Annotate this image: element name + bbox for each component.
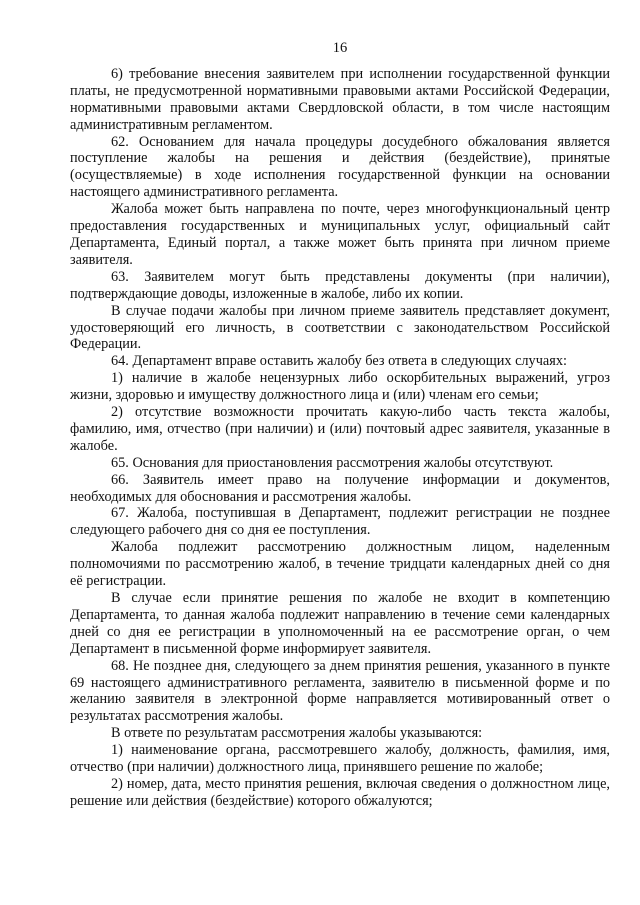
paragraph-67-review-period: Жалоба подлежит рассмотрению должностным лицом, наделенным полномочиями по рассмотрению жалоб, в течение тридцати календарных дней со дня её регистрации. — [70, 539, 610, 590]
document-page — [70, 40, 610, 810]
paragraph-item-6: 6) требование внесения заявителем при исполнении государственной функции платы, не предусмотренной нормативными правовыми актами Российской Федерации, нормативными правовыми актами Свердловской области, в том числе настоящим административным регламентом. — [70, 65, 610, 133]
paragraph-65: 65. Основания для приостановления рассмотрения жалобы отсутствуют. — [111, 454, 554, 471]
paragraph-63-personal-submission: В случае подачи жалобы при личном приеме заявитель представляет документ, удостоверяющий его личность, в соответствии с законодательством Российской Федерации. — [70, 302, 610, 353]
paragraph-67: 67. Жалоба, поступившая в Департамент, подлежит регистрации не позднее следующего рабочего дня со дня ее поступления. — [70, 505, 610, 539]
paragraph-63: 63. Заявителем могут быть представлены документы (при наличии), подтверждающие доводы, изложенные в жалобе, либо их копии. — [70, 268, 610, 302]
paragraph-64-item-2: 2) отсутствие возможности прочитать какую-либо часть текста жалобы, фамилию, имя, отчество (при наличии) и (или) почтовый адрес заявителя, указанные в жалобе. — [70, 404, 610, 454]
page-number: 16 — [332, 40, 348, 56]
paragraph-67-redirection: В случае если принятие решения по жалобе не входит в компетенцию Департамента, то данная жалоба подлежит направлению в течение семи календарных дней со дня ее регистрации в уполномоченный на ее рассмотрение орган, о чем Департамент в письменной форме информирует заявителя. — [70, 590, 610, 657]
paragraph-62: 62. Основанием для начала процедуры досудебного обжалования является поступление жалобы на решения и действия (бездействие), принятые (осуществляемые) в ходе исполнения государственной функции на основании настоящего административного регламента. — [70, 133, 610, 201]
paragraph-68-item-2: 2) номер, дата, место принятия решения, включая сведения о должностном лице, решение или действия (бездействие) которого обжалуются; — [70, 775, 610, 809]
paragraph-66: 66. Заявитель имеет право на получение информации и документов, необходимых для обоснования и рассмотрения жалобы. — [70, 471, 610, 505]
paragraph-68: 68. Не позднее дня, следующего за днем принятия решения, указанного в пункте 69 настоящего административного регламента, заявителю в письменной форме и по желанию заявителя в электронной форме направляется мотивированный ответ о результатах рассмотрения жалобы. — [70, 657, 610, 725]
paragraph-64-item-1: 1) наличие в жалобе нецензурных либо оскорбительных выражений, угроз жизни, здоровью и имуществу должностного лица и (или) членам его семьи; — [70, 370, 610, 404]
paragraph-64: 64. Департамент вправе оставить жалобу без ответа в следующих случаях: — [111, 353, 567, 370]
paragraph-68-answer-contents: В ответе по результатам рассмотрения жалобы указываются: — [111, 725, 483, 742]
paragraph-62-complaint-channels: Жалоба может быть направлена по почте, через многофункциональный центр предоставления государственных и муниципальных услуг, официальный сайт Департамента, Единый портал, а также может быть принята при личном приеме заявителя. — [70, 201, 610, 268]
paragraph-68-item-1: 1) наименование органа, рассмотревшего жалобу, должность, фамилия, имя, отчество (при наличии) должностного лица, принявшего решение по жалобе; — [70, 742, 610, 776]
